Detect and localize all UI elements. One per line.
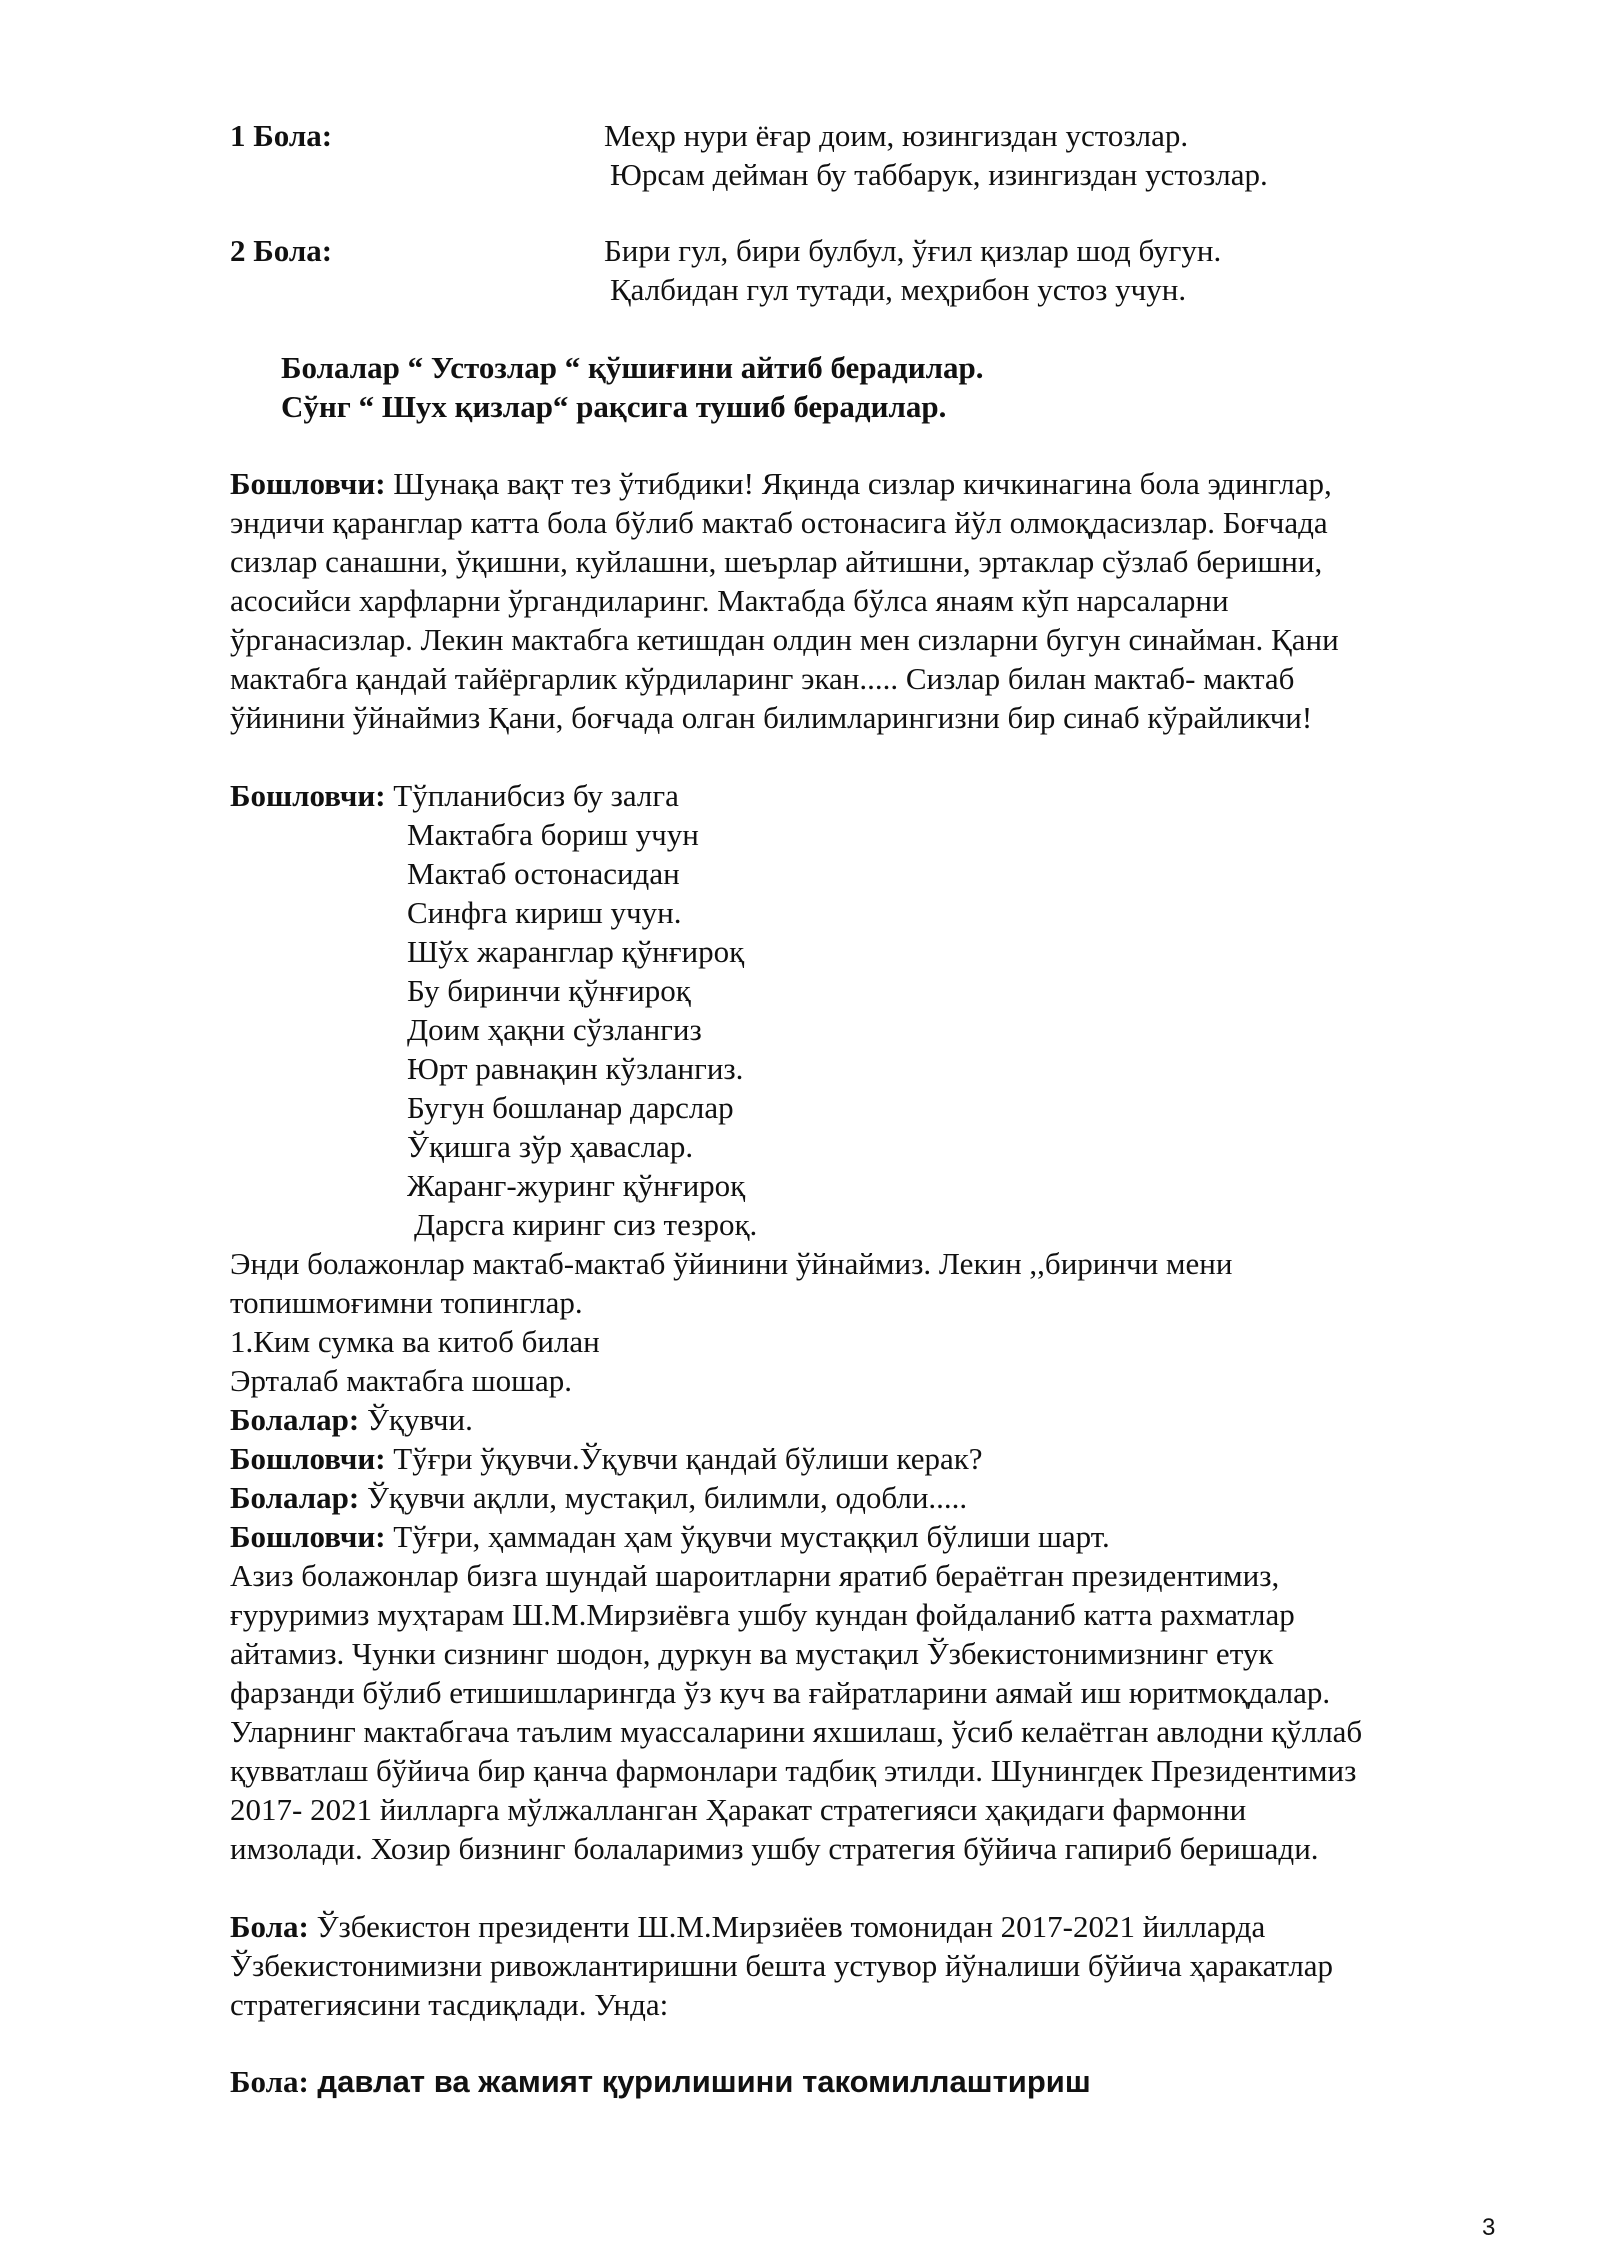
paragraph-line: эндичи қаранглар катта бола бўлиб мактаб остонасига йўл олмоқдасизлар. Боғчада — [230, 505, 1328, 540]
strategy-point-text: давлат ва жамият қурилишини такомиллаштириш — [308, 2064, 1091, 2099]
host-speaker-label: Бошловчи: — [230, 466, 386, 501]
paragraph-line: мактабга қандай тайёргарлик кўрдиларинг экан..... Сизлар билан мактаб- мактаб — [230, 661, 1295, 696]
paragraph-line: айтамиз. Чунки сизнинг шодон, дуркун ва мустақил Ўзбекистонимизнинг етук — [230, 1636, 1274, 1671]
verse2-speaker: 2 Бола: — [230, 233, 333, 268]
paragraph-line: Азиз болажонлар бизга шундай шароитларни яратиб бераётган президентимиз, — [230, 1558, 1280, 1593]
paragraph-line: фарзанди бўлиб етишишларингда ўз куч ва ғайратларини аямай иш юритмоқдалар. — [230, 1675, 1331, 1710]
paragraph-line: Энди болажонлар мактаб-мактаб ўйинини ўйнаймиз. Лекин ,,биринчи мени — [230, 1246, 1233, 1281]
child-point — [230, 2062, 1470, 2101]
page-number: 3 — [1482, 2214, 1496, 2241]
host-poem — [407, 815, 757, 1244]
paragraph-line: Ўзбекистонимизни ривожлантиришни бешта устувор йўналиши бўйича ҳаракатлар — [230, 1948, 1334, 1983]
paragraph-line: асосийси харфларни ўргандиларинг. Мактабда бўлса янаям кўп нарсаларни — [230, 583, 1229, 618]
poem-line: Мактабга бориш учун — [407, 817, 699, 852]
paragraph-line: Шунақа вақт тез ўтибдики! Яқинда сизлар кичкинагина бола эдинглар, — [385, 466, 1332, 501]
host-speech-paragraph — [230, 464, 1470, 737]
paragraph-line: сизлар санашни, ўқишни, куйлашни, шеърлар айтишни, эртаклар сўзлаб беришни, — [230, 544, 1323, 579]
speaker-label: Болалар: — [230, 1402, 360, 1437]
stage-direction: Сўнг “ Шух қизлар“ рақсига тушиб берадилар. — [281, 389, 947, 424]
paragraph-line: ғуруримиз муҳтарам Ш.М.Мирзиёвга ушбу кундан фойдаланиб катта рахматлар — [230, 1597, 1295, 1632]
verse-line: Қалбидан гул тутади, меҳрибон устоз учун. — [610, 272, 1187, 307]
riddle-and-dialogue — [230, 1244, 1470, 1868]
paragraph-line: имзолади. Хозир бизнинг болаларимиз ушбу стратегия бўйича гапириб беришади. — [230, 1831, 1319, 1866]
poem-line: Юрт равнақин кўзлангиз. — [407, 1051, 744, 1086]
speaker-label: Бола: — [230, 1909, 309, 1944]
paragraph-line: топишмоғимни топинглар. — [230, 1285, 583, 1320]
poem-line: Бу биринчи қўнғироқ — [407, 973, 691, 1008]
verse1-lines — [604, 116, 1268, 194]
verse1-speaker: 1 Бола: — [230, 118, 333, 153]
speaker-label: Бола: — [230, 2064, 309, 2099]
verse2-lines — [604, 231, 1221, 309]
paragraph-line: Уларнинг мактабгача таълим муассаларини яхшилаш, ўсиб келаётган авлодни қўллаб — [230, 1714, 1363, 1749]
child-strategy-paragraph — [230, 1907, 1470, 2024]
riddle-line: Эрталаб мактабга шошар. — [230, 1363, 573, 1398]
paragraph-line: стратегиясини тасдиқлади. Унда: — [230, 1987, 669, 2022]
host-speaker-label: Бошловчи: — [230, 778, 386, 813]
poem-line: Мактаб остонасидан — [407, 856, 680, 891]
host-poem-first-line — [230, 776, 1470, 815]
dialogue-line: Болалар: Ўқувчи. — [230, 1402, 473, 1437]
dialogue-line: Бошловчи: Тўғри, ҳаммадан ҳам ўқувчи мустаққил бўлиши шарт. — [230, 1519, 1110, 1554]
poem-line: Доим ҳақни сўзлангиз — [407, 1012, 702, 1047]
poem-line: Синфга кириш учун. — [407, 895, 682, 930]
poem-line: Бугун бошланар дарслар — [407, 1090, 734, 1125]
speaker-label: Болалар: — [230, 1480, 360, 1515]
poem-line: Ўқишга зўр ҳаваслар. — [407, 1129, 694, 1164]
poem-line: Шўх жаранглар қўнғироқ — [407, 934, 745, 969]
verse-line: Меҳр нури ёғар доим, юзингиздан устозлар. — [604, 118, 1189, 153]
paragraph-line: Ўзбекистон президенти Ш.М.Мирзиёев томонидан 2017-2021 йилларда — [308, 1909, 1266, 1944]
poem-line: Тўпланибсиз бу залга — [385, 778, 679, 813]
poem-line: Жаранг-журинг қўнғироқ — [407, 1168, 746, 1203]
paragraph-line: ўйинини ўйнаймиз Қани, боғчада олган билимларингизни бир синаб кўрайликчи! — [230, 700, 1313, 735]
stage-direction: Болалар “ Устозлар “ қўшиғини айтиб берадилар. — [281, 350, 984, 385]
paragraph-line: қувватлаш бўйича бир қанча фармонлари тадбиқ этилди. Шунингдек Президентимиз — [230, 1753, 1357, 1788]
dialogue-line: Бошловчи: Тўғри ўқувчи.Ўқувчи қандай бўлиши керак? — [230, 1441, 983, 1476]
speaker-label: Бошловчи: — [230, 1441, 386, 1476]
verse-line: Бири гул, бири булбул, ўғил қизлар шод бугун. — [604, 233, 1222, 268]
paragraph-line: ўрганасизлар. Лекин мактабга кетишдан олдин мен сизларни бугун синайман. Қани — [230, 622, 1339, 657]
riddle-line: 1.Ким сумка ва китоб билан — [230, 1324, 600, 1359]
dialogue-line: Болалар: Ўқувчи ақлли, мустақил, билимли, одобли..... — [230, 1480, 968, 1515]
verse-line: Юрсам дейман бу таббарук, изингиздан устозлар. — [610, 157, 1268, 192]
poem-line: Дарсга киринг сиз тезроқ. — [414, 1207, 758, 1242]
speaker-label: Бошловчи: — [230, 1519, 386, 1554]
paragraph-line: 2017- 2021 йилларга мўлжалланган Ҳаракат стратегияси ҳақидаги фармонни — [230, 1792, 1247, 1827]
